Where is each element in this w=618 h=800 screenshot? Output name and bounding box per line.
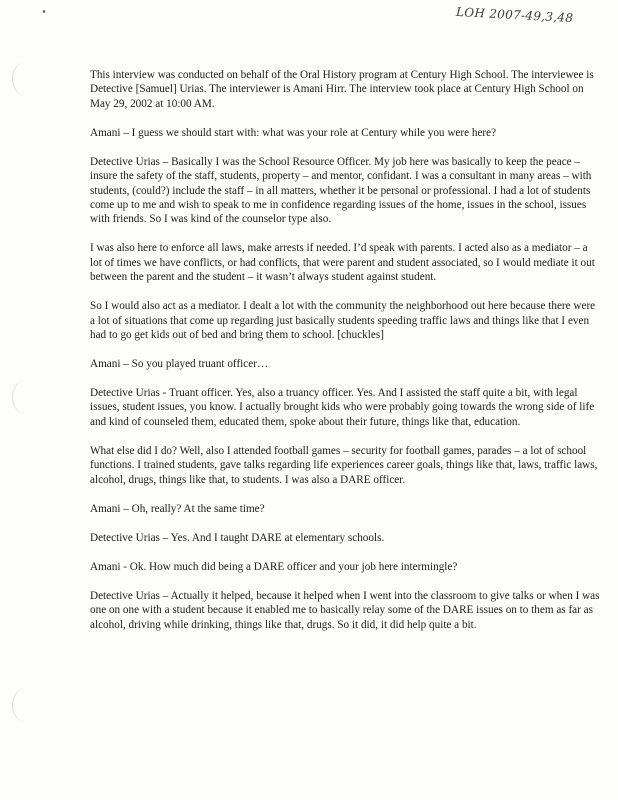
punch-hole-mark <box>12 380 39 414</box>
transcript-paragraph: Amani – So you played truant officer… <box>90 358 269 371</box>
transcript-paragraph: Amani - Ok. How much did being a DARE officer and your job here intermingle? <box>90 560 458 573</box>
intro-paragraph: This interview was conducted on behalf of the Oral History program at Century High School. The interviewee is Detective [Samuel] Urias. The interviewer is Amani Hirr. The interview took place at Century High School on May 29, 2002 at 10:00 AM. <box>90 69 594 110</box>
catalog-number: LOH 2007-49,3,48 <box>455 4 574 26</box>
transcript-paragraph: Detective Urias - Truant officer. Yes, also a truancy officer. Yes. And I assisted the staff quite a bit, with legal issues, student issues, you know. I actually brought kids who were probably going towards the wrong side of life and kind of counseled them, educated them, spoke about their future, things like that, education. <box>90 387 595 428</box>
transcript-paragraph: Detective Urias – Yes. And I taught DARE at elementary schools. <box>90 531 385 544</box>
transcript-paragraph: So I would also act as a mediator. I dealt a lot with the community the neighborhood out here because there were a lot of situations that come up regarding just basically students speeding traffic laws and things like that I even had to go get kids out of bed and bring them to school. [chuckles] <box>90 300 596 342</box>
transcript-paragraph: Detective Urias – Basically I was the School Resource Officer. My job here was basically to keep the peace – insure the safety of the staff, students, property – and mentor, confidant. I was a consultant in many areas – with students, (could?) include the staff – in all matters, whether it be personal or professional. I had a lot of students come up to me and wish to speak to me in confidence regarding issues of the home, issues in the school, issues with friends. So I was kind of the counselor type also. <box>90 155 592 226</box>
transcript-paragraph: Amani – Oh, really? At the same time? <box>90 502 265 515</box>
transcript-paragraph: I was also here to enforce all laws, make arrests if needed. I’d speak with parents. I acted also as a mediator – a lot of times we have conflicts, or had conflicts, that were parent and student associated, so I would mediate it out between the parent and the student – it wasn’t always student against student. <box>90 242 595 284</box>
transcript-body <box>90 68 602 647</box>
scan-speck <box>43 10 45 13</box>
punch-hole-mark <box>12 688 39 722</box>
punch-hole-mark <box>12 62 39 96</box>
transcript-paragraph: What else did I do? Well, also I attended football games – security for football games, parades – a lot of school functions. I trained students, gave talks regarding life experiences career goals, things like that, laws, traffic laws, alcohol, drugs, things like that, to students. I was also a DARE officer. <box>90 444 598 486</box>
transcript-paragraph: Amani – I guess we should start with: what was your role at Century while you were here? <box>90 126 497 139</box>
transcript-paragraph: Detective Urias – Actually it helped, because it helped when I went into the classroom to give talks or when I was one on one with a student because it enabled me to basically relay some of the DARE issues on to them as far as alcohol, driving while drinking, things like that, drugs. So it did, it did help quite a bit. <box>90 589 600 631</box>
